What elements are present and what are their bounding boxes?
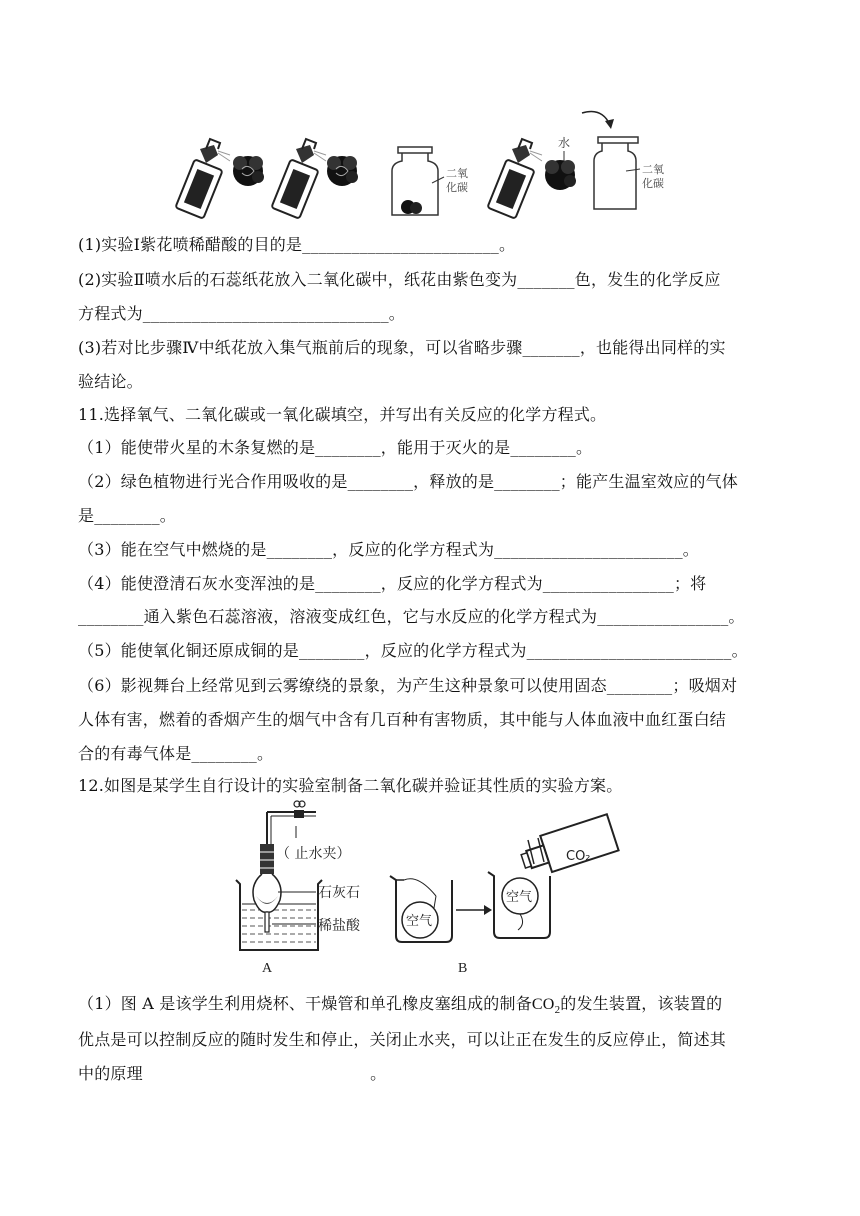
- gas-jar-icon: [594, 137, 640, 209]
- experiment-figure-1: [170, 105, 690, 220]
- gas-jar-icon: [392, 147, 444, 215]
- q11-sub2-line1: （2）绿色植物进行光合作用吸收的是________，释放的是________；能产生温室效应的气体: [78, 472, 738, 491]
- bottle-label: CO₂: [566, 849, 591, 864]
- gas-bottle-icon: [517, 814, 618, 879]
- figure-label-b: B: [458, 961, 468, 976]
- co2-formula-text: CO: [531, 996, 555, 1013]
- q10-part1: (1)实验Ⅰ紫花喷稀醋酸的目的是________________________。: [78, 235, 516, 254]
- q10-part3-line2: 验结论。: [78, 372, 143, 391]
- q11-sub2-line2: 是________。: [78, 506, 177, 525]
- jar1-label-line1: 二氧: [446, 167, 468, 180]
- q12-sub1-line2: 优点是可以控制反应的随时发生和停止，关闭止水夹，可以让正在发生的反应停止，简述其: [78, 1030, 727, 1049]
- jar2-label-line2: 化碳: [642, 177, 664, 190]
- q12-sub1-line1: [78, 994, 722, 1020]
- limestone-label: 石灰石: [318, 885, 360, 901]
- paper-flower-icon: [327, 156, 358, 186]
- figure-label-a: A: [262, 961, 273, 976]
- q12-title: 12.如图是某学生自行设计的实验室制备二氧化碳并验证其性质的实验方案。: [78, 776, 623, 795]
- curved-arrow-icon: [582, 112, 614, 130]
- co2-subscript: 2: [554, 1004, 561, 1017]
- q11-sub5: （5）能使氧化铜还原成铜的是________，反应的化学方程式为_________________________。: [78, 641, 748, 660]
- q11-sub4-line1: （4）能使澄清石灰水变浑浊的是________，反应的化学方程式为________________；将: [78, 574, 707, 593]
- q12-sub1-line1-start: （1）图 A 是该学生利用烧杯、干燥管和单孔橡皮塞组成的制备: [78, 994, 532, 1013]
- balloon1-label: 空气: [406, 914, 433, 929]
- drying-tube-icon: [253, 812, 316, 932]
- jar1-label-line2: 化碳: [446, 181, 468, 194]
- q11-sub1: （1）能使带火星的木条复燃的是________，能用于灭火的是________。: [78, 438, 593, 457]
- q11-sub6-line3: 合的有毒气体是________。: [78, 744, 274, 763]
- q10-part3-line1: (3)若对比步骤Ⅳ中纸花放入集气瓶前后的现象，可以省略步骤_______，也能得出同样的实: [78, 338, 726, 357]
- q10-part2-line1: (2)实验Ⅱ喷水后的石蕊纸花放入二氧化碳中，纸花由紫色变为_______色，发生的化学反应: [78, 270, 721, 289]
- co2-formula: [531, 996, 561, 1017]
- arrow-right-icon: [456, 905, 492, 915]
- q11-sub3: （3）能在空气中燃烧的是________，反应的化学方程式为_______________________。: [78, 540, 699, 559]
- clamp-label: （ 止水夹）: [276, 846, 351, 862]
- clamp-icon: [294, 801, 305, 838]
- water-label: 水: [558, 136, 571, 150]
- paper-flower-icon: [545, 160, 576, 190]
- q12-sub1-line3: 中的原理 。: [78, 1064, 387, 1083]
- q11-sub6-line1: （6）影视舞台上经常见到云雾缭绕的景象，为产生这种景象可以使用固态________；吸烟对: [78, 676, 738, 695]
- q10-part2-line2: 方程式为______________________________。: [78, 304, 406, 323]
- jar2-label-line1: 二氧: [642, 163, 664, 176]
- spray-bottle-icon: [271, 139, 326, 219]
- acid-label: 稀盐酸: [318, 918, 360, 934]
- q11-title: 11.选择氧气、二氧化碳或一氧化碳填空，并写出有关反应的化学方程式。: [78, 405, 607, 424]
- spray-bottle-icon: [487, 139, 542, 219]
- q11-sub4-line2: ________通入紫色石蕊溶液，溶液变成红色，它与水反应的化学方程式为________________。: [78, 607, 745, 626]
- q11-sub6-line2: 人体有害，燃着的香烟产生的烟气中含有几百种有害物质，其中能与人体血液中血红蛋白结: [78, 710, 727, 729]
- balloon2-label: 空气: [506, 890, 533, 905]
- q12-sub1-line1-end: 的发生装置，该装置的: [560, 994, 723, 1013]
- spray-bottle-icon: [175, 139, 230, 219]
- experiment-figure-2: [228, 800, 628, 982]
- paper-flower-icon: [233, 156, 264, 186]
